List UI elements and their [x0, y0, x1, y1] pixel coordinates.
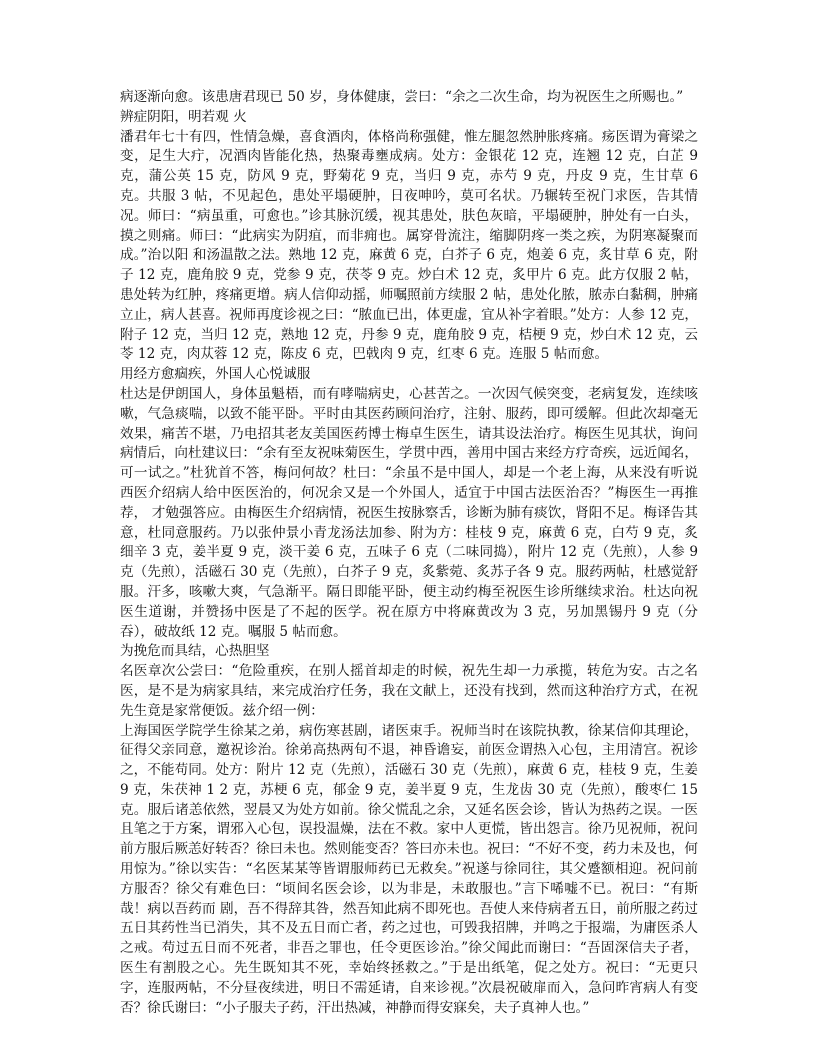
paragraph-case-duda: 杜达是伊朗国人，身体虽魁梧，而有哮喘病史，心甚苦之。一次因气候突变，老病复发，连续咳嗽，气急痰喘，以致不能平卧。平时由其医药顾问治疗，注射、服药，即可缓解。但此次却毫无效果，痛苦不堪，乃电招其老友美国医药博士梅卓生医生，请其设法治疗。梅医生见其状，询问病情后，向杜建议曰：“余有至友祝味菊医生，学贯中西，善用中国古来经方疗奇疾，远近闻名，可一试之。”杜犹首不答，梅问何故？杜曰：“余虽不是中国人，却是一个老上海，从来没有听说西医介绍病人给中医医治的，何况余又是一个外国人，适宜于中国古法医治否？”梅医生一再推荐， 才勉强答应。由梅医生介绍病情，祝医生按脉察舌，诊断为肺有痰饮，肾阳不足。梅译告其意，杜同意服药。乃以张仲景小青龙汤法加参、附为方：桂枝 9 克，麻黄 6 克，白芍 9 克，炙细辛 3 克，姜半夏 9 克，淡干姜 6 克，五味子 6 克（二味同捣），附片 12 克（先煎），人参 9 克（先煎），活磁石 30 克（先煎），白芥子 9 克，炙紫菀、炙苏子各 9 克。服药两帖，杜感觉舒服。汗多，咳嗽大爽，气急渐平。隔日即能平卧，便主动约梅至祝医生诊所继续求治。杜达向祝医生道谢，并赞扬中医是了不起的医学。祝在原方中将麻黄改为 3 克，另加黑锡丹 9 克（分吞），破故纸 12 克。嘱服 5 帖而愈。	[120, 385, 698, 640]
section-heading-yin-yang: 辨症阴阳，明若观 火	[120, 108, 247, 125]
paragraph-continuation: 病逐渐向愈。该患唐君现已 50 岁，身体健康，尝曰：“余之二次生命，均为祝医生之所赐也。”	[120, 89, 684, 105]
document-page	[120, 88, 698, 1018]
paragraph-case-pan: 潘君年七十有四，性情急燥，喜食酒肉，体格尚称强健，惟左腿忽然肿胀疼痛。疡医谓为膏梁之变，足生大疔，况酒肉皆能化热，热聚毒壅成病。处方：金银花 12 克，连翘 12 克，白芷 9 克，蒲公英 15 克，防风 9 克，野菊花 9 克，当归 9 克，赤芍 9 克，丹皮 9 克，生甘草 6 克。共服 3 帖，不见起色，患处平塌硬肿，日夜呻吟，莫可名状。乃辗转至祝门求医，告其情况。师曰：“病虽重，可愈也。”诊其脉沉缓，视其患处，肤色灰暗，平塌硬肿，肿处有一白头，摸之则痛。师曰：“此病实为阴疽，而非痈也。属穿骨流注，缩脚阴疼一类之疾，为阴寒凝聚而成。”治以阳 和汤温散之法。熟地 12 克，麻黄 6 克，白芥子 6 克，炮姜 6 克，炙甘草 6 克，附子 12 克，鹿角胶 9 克，党参 9 克，茯苓 9 克。炒白术 12 克，炙甲片 6 克。此方仅服 2 帖，患处转为红肿，疼痛更增。病人信仰动摇，师嘱照前方续服 2 帖，患处化脓，脓赤白黏稠，肿痛立止，病人甚喜。祝师再度诊视之曰：“脓血已出，体更虚，宜从补字着眼。”处方：人参 12 克，附子 12 克，当归 12 克，熟地 12 克，丹参 9 克，鹿角胶 9 克，桔梗 9 克，炒白术 12 克，云苓 12 克，肉苁蓉 12 克，陈皮 6 克，巴戟肉 9 克，红枣 6 克。连服 5 帖而愈。	[120, 128, 698, 363]
section-heading-guarantee: 为挽危而具结，心热胆坚	[120, 643, 270, 660]
section-heading-classic-formula: 用经方愈痼疾，外国人心悦诚服	[120, 366, 311, 383]
paragraph-zhang-cigong-quote: 名医章次公尝曰：“危险重疾，在别人摇首却走的时候，祝先生却一力承揽，转危为安。古之名医，是不是为病家具结，来完成治疗任务，我在文献上，还没有找到，然而这种治疗方式，在祝先生竟是家常便饭。兹介绍一例：	[120, 663, 698, 719]
paragraph-case-xu: 上海国医学院学生徐某之弟，病伤寒甚剧，诸医束手。祝师当时在该院执教，徐某信仰其理论，征得父亲同意，邀祝诊治。徐弟高热两旬不退，神昏谵妄，前医佥谓热入心包，主用清宫。祝诊之，不能苟同。处方：附片 12 克（先煎），活磁石 30 克（先煎），麻黄 6 克，桂枝 9 克，生姜 9 克，朱茯神 1 2 克，苏梗 6 克，郁金 9 克，姜半夏 9 克，生龙齿 30 克（先煎），酸枣仁 15 克。服后诸恙依然，翌晨又为处方如前。徐父慌乱之余，又延名医会诊，皆认为热药之误。一医且笔之于方案，谓邪入心包，误投温燥，法在不救。家中人更慌，皆出怨言。徐乃见祝师，祝问前方服后厥恙好转否？徐曰未也。然则能变否？答曰亦未也。祝曰：“不好不变，药力未及也，何用惊为。”徐以实告：“名医某某等皆谓服师药已无救矣。”祝遂与徐同往，其父蹙额相迎。祝问前方服否？徐父有难色曰：“顷间名医会诊，以为非是，未敢服也。”言下唏嘘不已。祝曰：“有斯哉！病以吾药而 剧，吾不得辞其咎，然吾知此病不即死也。吾使人来侍病者五日，前所服之药过五日其药性当已消失，其不及五日而亡者，药之过也，可毁我招牌，并鸣之于报端，为庸医杀人之戒。苟过五日而不死者，非吾之罪也，任令更医诊治。”徐父闻此而谢曰：“吾固深信夫子者，医生有割股之心。先生既知其不死，幸始终拯救之。”于是出纸笔，促之处方。祝曰：“无更只字，连服两帖，不分昼夜续进，明日不需延请，自来诊视。”次晨祝破扉而入，急问昨宵病人有变否？徐氏谢曰：“小子服夫子药，汗出热减，神静而得安寐矣，夫子真神人也。”	[120, 722, 698, 1016]
